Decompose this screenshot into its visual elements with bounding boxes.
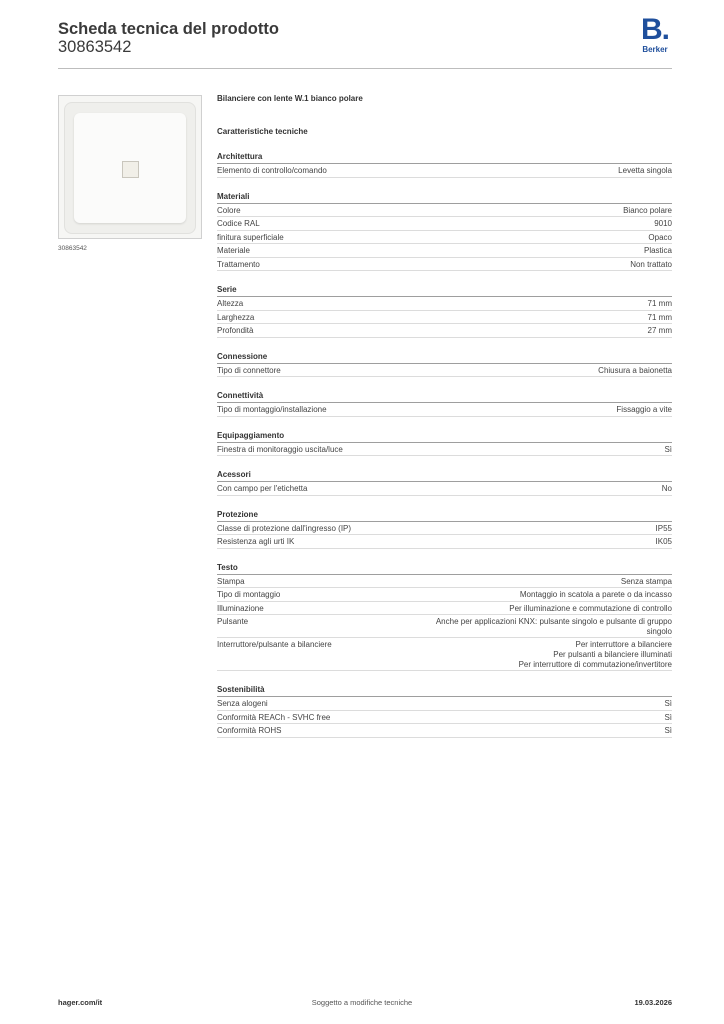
spec-section xyxy=(217,684,672,738)
spec-label: Tipo di montaggio/installazione xyxy=(217,405,327,414)
spec-label: Tipo di montaggio xyxy=(217,590,281,599)
rocker xyxy=(74,113,186,223)
spec-label: Tipo di connettore xyxy=(217,365,281,375)
section-title: Materiali xyxy=(217,191,672,204)
footer-note: Soggetto a modifiche tecniche xyxy=(311,998,413,1007)
spec-value: Montaggio in scatola a parete o da incasso xyxy=(519,590,672,599)
spec-value: Plastica xyxy=(643,246,672,255)
spec-row xyxy=(217,522,672,536)
logo-text: Berker xyxy=(642,45,668,54)
spec-value: 9010 xyxy=(654,219,672,228)
spec-section xyxy=(217,390,672,417)
spec-section xyxy=(217,151,672,178)
spec-content xyxy=(217,90,672,738)
spec-value: Per illuminazione e commutazione di controllo xyxy=(509,603,672,613)
spec-row xyxy=(217,244,672,258)
spec-value: No xyxy=(661,484,672,493)
spec-value: Anche per applicazioni KNX: pulsante singolo e pulsante di gruppo singolo xyxy=(435,617,672,636)
spec-label: Resistenza agli urti IK xyxy=(217,537,295,546)
spec-value: Per interruttore a bilanciere Per pulsanti a bilanciere illuminati Per interruttore di commutazione/invertitore xyxy=(518,640,672,669)
berker-logo xyxy=(638,13,672,54)
spec-value: IK05 xyxy=(655,537,672,546)
section-title: Acessori xyxy=(217,469,672,482)
spec-value: Opaco xyxy=(648,232,672,242)
spec-label: Materiale xyxy=(217,246,250,255)
spec-value: 27 mm xyxy=(647,326,672,335)
article-number: 30863542 xyxy=(58,38,132,56)
header-divider xyxy=(58,68,672,69)
spec-section xyxy=(217,430,672,457)
spec-label: Illuminazione xyxy=(217,603,264,613)
spec-label: Stampa xyxy=(217,576,245,586)
section-title: Testo xyxy=(217,562,672,575)
spec-label: Senza alogeni xyxy=(217,699,268,708)
product-image xyxy=(58,95,202,239)
section-title: Protezione xyxy=(217,509,672,522)
spec-value: Levetta singola xyxy=(618,166,672,175)
spec-row xyxy=(217,231,672,245)
spec-row xyxy=(217,697,672,711)
indicator-lens xyxy=(122,161,139,178)
spec-row xyxy=(217,403,672,417)
spec-value: Sì xyxy=(664,444,672,454)
spec-value: Fissaggio a vite xyxy=(616,405,672,414)
spec-label: Con campo per l'etichetta xyxy=(217,484,308,493)
spec-label: Pulsante xyxy=(217,617,249,626)
spec-row xyxy=(217,575,672,589)
spec-row xyxy=(217,443,672,457)
spec-row xyxy=(217,724,672,738)
spec-value: Bianco polare xyxy=(623,205,672,215)
spec-row xyxy=(217,638,672,671)
spec-row xyxy=(217,615,672,638)
spec-label: Colore xyxy=(217,205,241,215)
spec-section xyxy=(217,191,672,272)
spec-section xyxy=(217,509,672,549)
product-name: Bilanciere con lente W.1 bianco polare xyxy=(217,94,363,103)
spec-value: 71 mm xyxy=(647,312,672,322)
spec-label: Classe di protezione dall'ingresso (IP) xyxy=(217,523,352,533)
spec-value: Chiusura a baionetta xyxy=(598,365,672,375)
spec-value: Senza stampa xyxy=(620,576,672,586)
spec-row xyxy=(217,311,672,325)
spec-label: Conformità ROHS xyxy=(217,726,282,735)
spec-row xyxy=(217,482,672,496)
spec-value: Sì xyxy=(664,712,672,722)
switch-plate xyxy=(64,102,196,234)
spec-row xyxy=(217,711,672,725)
spec-row xyxy=(217,258,672,272)
spec-row xyxy=(217,164,672,178)
spec-sections xyxy=(217,151,672,738)
spec-row xyxy=(217,364,672,378)
spec-label: finitura superficiale xyxy=(217,232,284,242)
spec-label: Larghezza xyxy=(217,312,255,322)
spec-row xyxy=(217,324,672,338)
spec-section xyxy=(217,284,672,338)
page-title: Scheda tecnica del prodotto xyxy=(58,20,279,38)
spec-section xyxy=(217,562,672,672)
spec-row xyxy=(217,535,672,549)
spec-value: Sì xyxy=(664,726,672,735)
spec-label: Interruttore/pulsante a bilanciere xyxy=(217,640,332,649)
spec-label: Trattamento xyxy=(217,259,260,269)
spec-section xyxy=(217,351,672,378)
section-title: Equipaggiamento xyxy=(217,430,672,443)
section-title: Sostenibilità xyxy=(217,684,672,697)
section-title: Serie xyxy=(217,284,672,297)
spec-value: Non trattato xyxy=(630,259,672,269)
spec-label: Conformità REACh - SVHC free xyxy=(217,712,331,722)
spec-row xyxy=(217,297,672,311)
section-title: Connessione xyxy=(217,351,672,364)
spec-row xyxy=(217,204,672,218)
logo-mark: B. xyxy=(641,13,669,46)
features-title: Caratteristiche tecniche xyxy=(217,127,308,136)
spec-value: IP55 xyxy=(655,523,672,533)
spec-row xyxy=(217,217,672,231)
footer-website: hager.com/it xyxy=(58,998,103,1007)
footer-date: 19.03.2026 xyxy=(634,998,672,1007)
spec-label: Elemento di controllo/comando xyxy=(217,166,327,175)
spec-value: 71 mm xyxy=(647,299,672,308)
spec-row xyxy=(217,602,672,616)
product-image-caption: 30863542 xyxy=(58,245,87,252)
spec-row xyxy=(217,588,672,602)
spec-label: Altezza xyxy=(217,299,244,308)
section-title: Connettività xyxy=(217,390,672,403)
spec-value: Sì xyxy=(664,699,672,708)
spec-label: Codice RAL xyxy=(217,219,260,228)
spec-label: Profondità xyxy=(217,326,254,335)
section-title: Architettura xyxy=(217,151,672,164)
spec-label: Finestra di monitoraggio uscita/luce xyxy=(217,444,343,454)
spec-section xyxy=(217,469,672,496)
